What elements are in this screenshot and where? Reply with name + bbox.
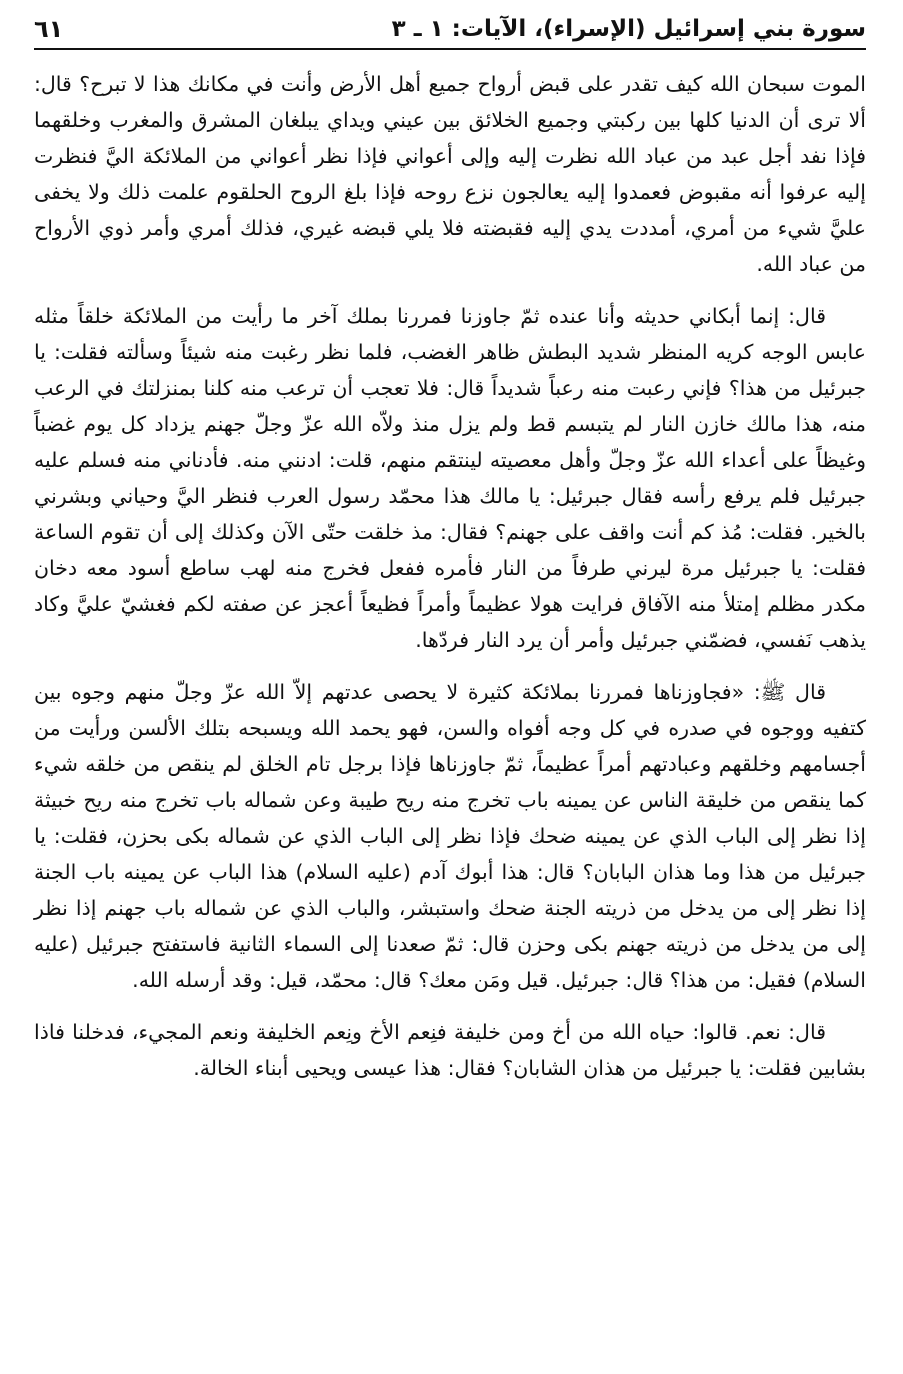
book-page <box>34 0 866 1374</box>
page-header <box>34 10 866 44</box>
running-title: سورة بني إسرائيل (الإسراء)، الآيات: ١ ـ ٣ <box>391 16 866 42</box>
page-number: ٦١ <box>34 15 64 43</box>
page-body <box>34 66 866 1086</box>
header-rule <box>34 48 866 50</box>
paragraph-4: قال: نعم. قالوا: حياه الله من أخ ومن خليفة فنِعم الأخ ونِعم الخليفة ونعم المجيء، فدخلنا فاذا بشابين فقلت: يا جبرئيل من هذان الشابان؟ فقال: هذا عيسى ويحيى أبناء الخالة. <box>34 1020 866 1080</box>
paragraph-2: قال: إنما أبكاني حديثه وأنا عنده ثمّ جاوزنا فمررنا بملك آخر ما رأيت من الملائكة خلقاً مثله عابس الوجه كريه المنظر شديد البطش ظاهر الغضب، فلما نظر رغبت منه شيئاً وسألته فقلت: يا جبرئيل من هذا؟ فإني رعبت منه رعباً شديداً قال: فلا تعجب أن ترعب منه كلنا بمنزلتك في الرعب منه، هذا مالك خازن النار لم يتبسم قط ولم يزل منذ ولاّه الله عزّ وجلّ جهنم يزداد كل يوم غضباً وغيظاً على أعداء الله عزّ وجلّ وأهل معصيته لينتقم منهم، قلت: ادنني منه. فأدناني منه فسلم عليه جبرئيل فلم يرفع رأسه فقال جبرئيل: يا مالك هذا محمّد رسول العرب فنظر اليَّ وحياني وبشرني بالخير. فقلت: مُذ كم أنت واقف على جهنم؟ فقال: مذ خلقت حتّى الآن وكذلك إلى أن تقوم الساعة فقلت: يا جبرئيل مرة ليرني طرفاً من النار فأمره ففعل فخرج منه لهب ساطع أسود معه دخان مكدر مظلم إمتلأ منه الآفاق فرايت هولا عظيماً وأمراً فظيعاً أعجز عن صفته لكم فغشيّ عليَّ وكاد يذهب نَفسي، فضمّني جبرئيل وأمر أن يرد النار فردّها. <box>34 304 866 652</box>
paragraph-1: الموت سبحان الله كيف تقدر على قبض أرواح جميع أهل الأرض وأنت في مكانك هذا لا تبرح؟ قال: ألا ترى أن الدنيا كلها بين ركبتي وجميع الخلائق بين عيني ويداي يبلغان المشرق والمغرب وخلقهما فإذا نفد أجل عبد من عباد الله نظرت إليه وإلى أعواني فإذا نظر أعواني من الملائكة اليَّ فنظرت إليه عرفوا أنه مقبوض فعمدوا إليه يعالجون نزع روحه فإذا بلغ الروح الحلقوم علمت ذلك ولا يخفى عليَّ شيء من أمري، أمددت يدي إليه فقبضته فلا يلي قبضه غيري، فذلك أمري وأمر ذوي الأرواح من عباد الله. <box>34 72 866 276</box>
paragraph-3: قال ﷺ: «فجاوزناها فمررنا بملائكة كثيرة لا يحصى عدتهم إلاّ الله عزّ وجلّ منهم وجوه بين كتفيه ووجوه في صدره في كل وجه أفواه والسن، فهو يحمد الله ويسبحه بتلك الألسن ورأيت من أجسامهم وخلقهم وعبادتهم أمراً عظيماً، ثمّ جاوزناها فإذا برجل تام الخلق لم ينقص من خلقه شيء كما ينقص من خليقة الناس عن يمينه باب تخرج منه ريح طيبة وعن شماله باب تخرج منه ريح خبيثة إذا نظر إلى الباب الذي عن يمينه ضحك فإذا نظر إلى الباب الذي عن شماله بكى بحزن، فقلت: يا جبرئيل من هذا وما هذان البابان؟ قال: هذا أبوك آدم (عليه السلام) هذا الباب عن يمينه باب الجنة إذا نظر إلى من يدخل من ذريته الجنة ضحك واستبشر، والباب الذي عن شماله باب جهنم إذا نظر إلى من يدخل من ذريته جهنم بكى وحزن قال: ثمّ صعدنا إلى السماء الثانية فاستفتح جبرئيل (عليه السلام) فقيل: من هذا؟ قال: جبرئيل. قيل ومَن معك؟ قال: محمّد، قيل: وقد أرسله الله. <box>34 680 866 992</box>
